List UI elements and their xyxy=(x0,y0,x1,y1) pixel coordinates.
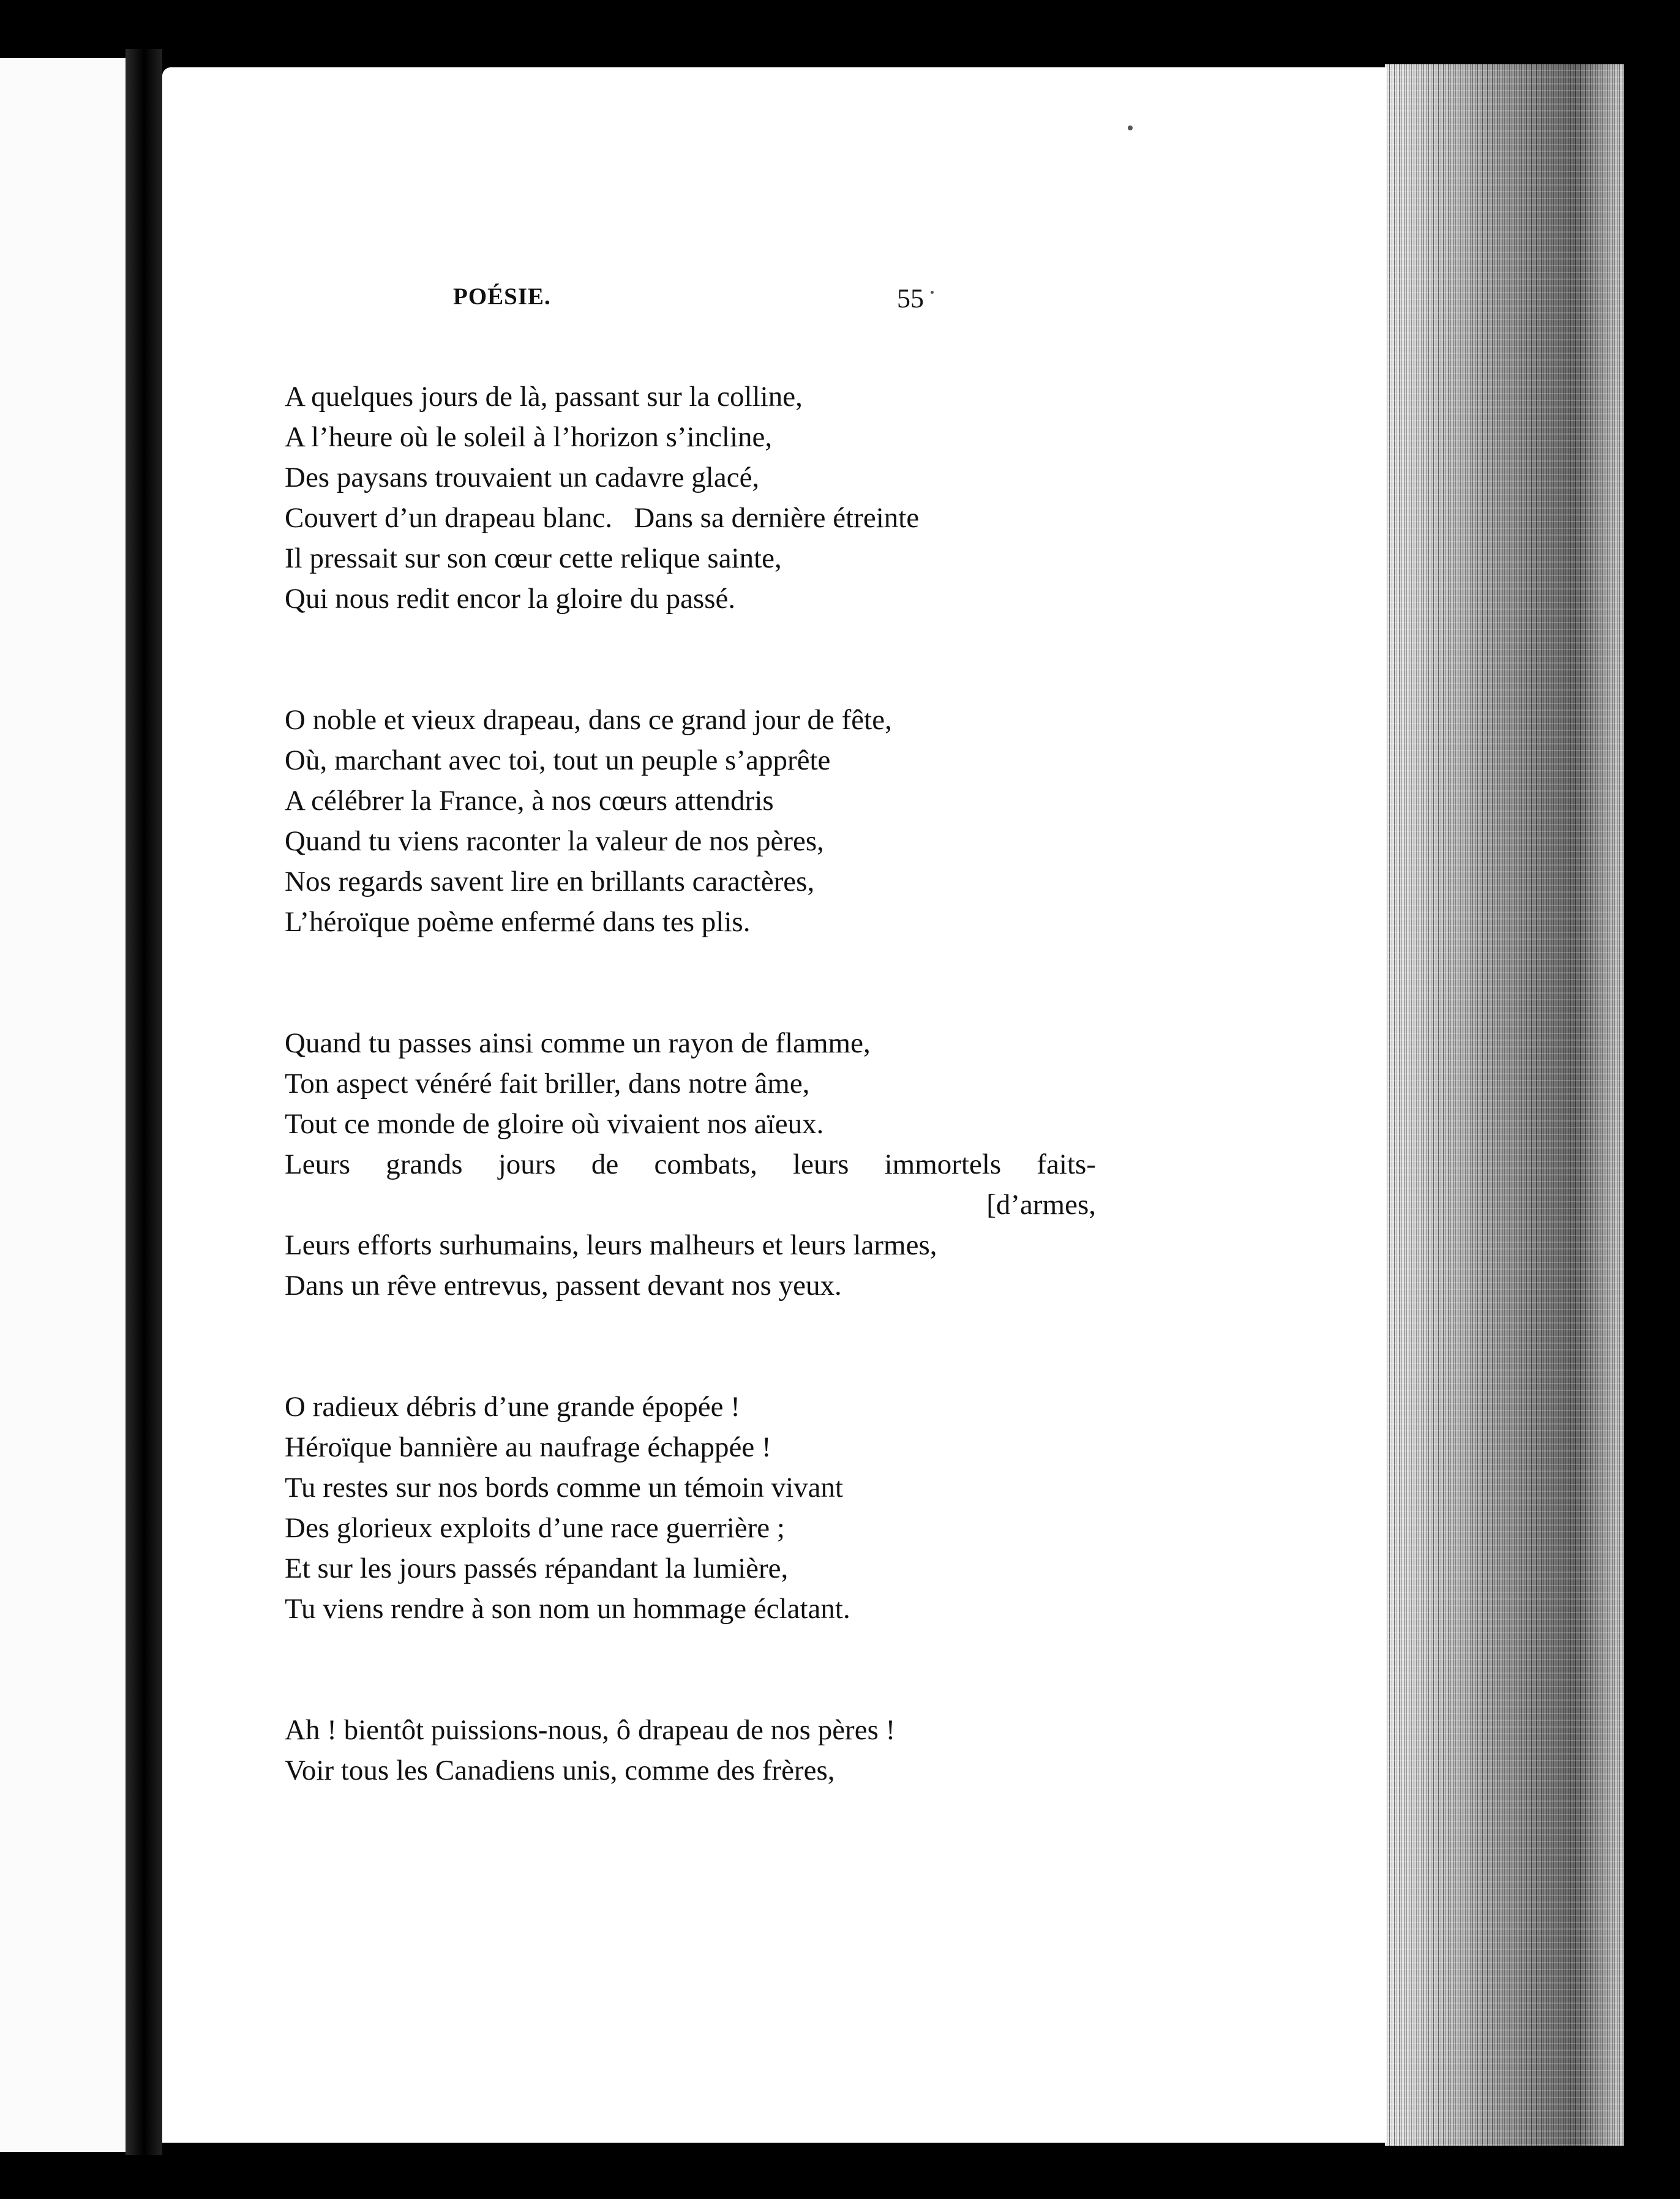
running-head xyxy=(0,283,1680,320)
verse-line: Tu restes sur nos bords comme un témoin vivant xyxy=(285,1472,844,1504)
verse-line: Il pressait sur son cœur cette relique sainte, xyxy=(285,542,782,574)
verse-line: Dans un rêve entrevus, passent devant nos yeux. xyxy=(285,1270,842,1302)
verse-line: L’héroïque poème enfermé dans tes plis. xyxy=(285,906,751,938)
page-block-edge xyxy=(1385,64,1624,2146)
verse-line: Leurs grands jours de combats, leurs immortels faits- xyxy=(285,1148,1096,1180)
verse-line: Des paysans trouvaient un cadavre glacé, xyxy=(285,462,760,493)
stanza-3 xyxy=(285,1023,1105,1306)
verse-line: Couvert d’un drapeau blanc. Dans sa dernière étreinte xyxy=(285,502,920,534)
verse-line-turnover: [d’armes, xyxy=(986,1189,1096,1221)
stanza-5 xyxy=(285,1710,1105,1791)
verse-line: Tout ce monde de gloire où vivaient nos aïeux. xyxy=(285,1108,824,1140)
stanza-2 xyxy=(285,700,1105,942)
verse-line: Nos regards savent lire en brillants caractères, xyxy=(285,866,815,897)
stanza-4 xyxy=(285,1387,1105,1629)
verse-line: Où, marchant avec toi, tout un peuple s’apprête xyxy=(285,744,831,776)
verse-line: O noble et vieux drapeau, dans ce grand jour de fête, xyxy=(285,704,892,736)
speck xyxy=(1128,125,1133,130)
verse-line: Et sur les jours passés répandant la lumière, xyxy=(285,1553,789,1584)
running-head-title: POÉSIE. xyxy=(453,283,551,310)
verse-line: Tu viens rendre à son nom un hommage éclatant. xyxy=(285,1593,850,1625)
book-gutter xyxy=(126,49,162,2155)
verse-line: Quand tu passes ainsi comme un rayon de flamme, xyxy=(285,1027,871,1059)
verse-line: Quand tu viens raconter la valeur de nos pères, xyxy=(285,825,824,857)
page-number: 55 xyxy=(897,283,924,313)
verse-line: Ton aspect vénéré fait briller, dans notre âme, xyxy=(285,1068,810,1100)
stanza-1 xyxy=(285,376,1105,619)
verse-line: Qui nous redit encor la gloire du passé. xyxy=(285,583,736,615)
verse-line: Héroïque bannière au naufrage échappée ! xyxy=(285,1431,771,1463)
verse-line: Leurs efforts surhumains, leurs malheurs et leurs larmes, xyxy=(285,1229,937,1261)
verse-line: Voir tous les Canadiens unis, comme des frères, xyxy=(285,1755,835,1786)
facing-page-edge xyxy=(0,58,126,2152)
verse-line: A l’heure où le soleil à l’horizon s’incline, xyxy=(285,421,773,453)
verse-line: A quelques jours de là, passant sur la colline, xyxy=(285,381,803,413)
verse-line: A célébrer la France, à nos cœurs attendris xyxy=(285,785,774,817)
poem-text xyxy=(285,376,1105,1871)
verse-line: Ah ! bientôt puissions-nous, ô drapeau de nos pères ! xyxy=(285,1714,896,1746)
verse-line: O radieux débris d’une grande épopée ! xyxy=(285,1391,740,1423)
verse-line: Des glorieux exploits d’une race guerrière ; xyxy=(285,1512,785,1544)
